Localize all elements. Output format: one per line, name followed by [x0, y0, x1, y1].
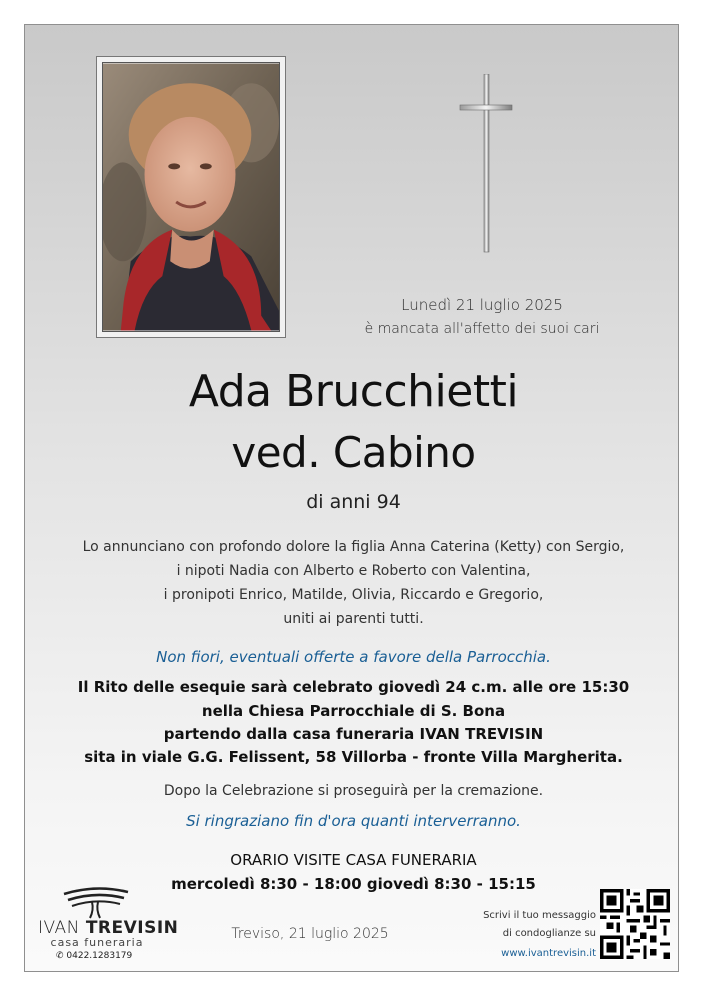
company-name-light: IVAN — [38, 918, 80, 938]
widow-name: ved. Cabino — [231, 428, 476, 477]
phone-number — [56, 951, 132, 961]
funeral-line: nella Chiesa Parrocchiale di S. Bona — [201, 702, 506, 720]
announcement-line: Lo annunciano con profondo dolore la figlia Anna Caterina (Ketty) con Sergio, — [82, 539, 625, 555]
portrait-photo — [102, 62, 280, 332]
flowers-note: Non fiori, eventuali offerte a favore della Parrocchia. — [156, 648, 551, 666]
passing-line: è mancata all'affetto dei suoi cari — [364, 321, 600, 337]
visits-title: ORARIO VISITE CASA FUNERARIA — [230, 851, 477, 869]
phone-number-text: 0422.1283179 — [66, 951, 133, 961]
funeral-line: partendo dalla casa funeraria IVAN TREVISIN — [163, 725, 544, 743]
company-name — [38, 918, 179, 938]
thanks-note: Si ringraziano fin d'ora quanti interverranno. — [186, 812, 521, 830]
company-subtitle: casa funeraria — [50, 936, 144, 949]
funeral-home-logo-icon — [60, 884, 132, 920]
funeral-line: Il Rito delle esequie sarà celebrato giovedì 24 c.m. alle ore 15:30 — [77, 678, 630, 696]
visits-hours: mercoledì 8:30 - 18:00 giovedì 8:30 - 15:15 — [171, 875, 536, 893]
condolence-line-1: Scrivi il tuo messaggio — [483, 910, 596, 921]
website-link[interactable]: www.ivantrevisin.it — [501, 948, 596, 959]
deceased-name: Ada Brucchietti — [188, 366, 519, 417]
city-date: Treviso, 21 luglio 2025 — [231, 926, 389, 942]
death-date: Lunedì 21 luglio 2025 — [401, 296, 563, 314]
announcement-line: i pronipoti Enrico, Matilde, Olivia, Riccardo e Gregorio, — [163, 587, 544, 603]
cremation-note: Dopo la Celebrazione si proseguirà per la cremazione. — [163, 783, 544, 799]
company-name-bold: TREVISIN — [85, 918, 179, 938]
phone-icon: ✆ — [56, 951, 67, 961]
qr-code-icon[interactable] — [600, 889, 670, 959]
funeral-line: sita in viale G.G. Felissent, 58 Villorba - fronte Villa Margherita. — [84, 748, 623, 766]
portrait-frame — [96, 56, 286, 338]
announcement-line: i nipoti Nadia con Alberto e Roberto con Valentina, — [176, 563, 531, 579]
announcement-line: uniti ai parenti tutti. — [283, 611, 424, 627]
age: di anni 94 — [306, 491, 401, 513]
cross-icon — [458, 74, 514, 254]
condolence-line-2: di condoglianze su — [502, 928, 596, 939]
